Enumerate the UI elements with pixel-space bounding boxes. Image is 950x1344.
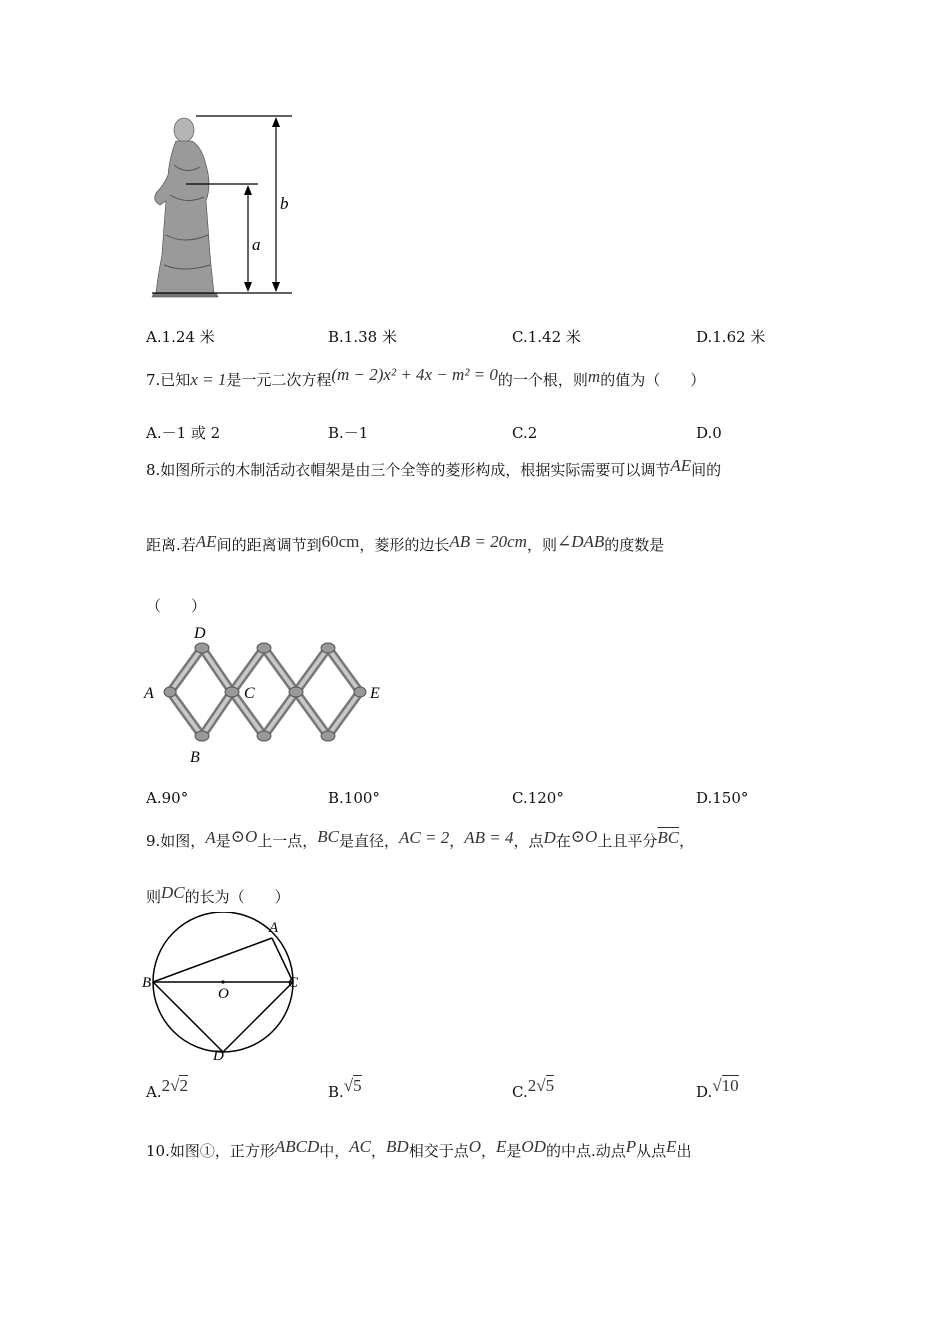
- label-a: a: [252, 235, 261, 254]
- q8-option-b: B.100°: [328, 789, 380, 807]
- q7-option-c: C.2: [512, 424, 538, 442]
- circle-label-c: C: [288, 975, 299, 991]
- rack-label-a: A: [144, 685, 154, 702]
- rack-label-c: C: [244, 685, 255, 702]
- q8-option-a: A.90°: [146, 789, 189, 807]
- q7-option-a: A.－1 或 2: [146, 424, 221, 442]
- arc-bc: $\overline{BC}$: [657, 828, 680, 847]
- q7-option-b: B.－1: [328, 424, 369, 442]
- q8-stem-line2: 距离.若AE间的距离调节到60cm，菱形的边长AB = 20cm，则∠DAB的度数是: [146, 532, 665, 554]
- q8-option-c: C.120°: [512, 789, 564, 807]
- q9-stem-line1: 9.如图，A是⊙O上一点，BC是直径，AC = 2，AB = 4，点D在⊙O上且平分$\overline{BC}$，: [146, 827, 695, 850]
- q6-option-d: D.1.62 米: [696, 328, 766, 346]
- q8-stem-line1: 8.如图所示的木制活动衣帽架是由三个全等的菱形构成，根据实际需要可以调节AE间的: [146, 456, 722, 479]
- statue-image: [152, 118, 218, 297]
- circle-figure: [140, 912, 315, 1062]
- coat-rack-figure: [140, 620, 400, 770]
- q9-option-c: C.2√5: [512, 1076, 555, 1101]
- rack-label-d: D: [194, 625, 206, 642]
- circle-label-b: B: [142, 975, 152, 991]
- q7-stem: 7.已知x = 1是一元二次方程(m − 2)x² + 4x − m² = 0的一个根，则m的值为（ ）: [146, 365, 706, 389]
- q6-option-b: B.1.38 米: [328, 328, 397, 346]
- circle-label-o: O: [218, 986, 229, 1002]
- circle-label-a: A: [269, 920, 279, 936]
- q10-stem-line1: 10.如图①，正方形ABCD中，AC，BD相交于点O，E是OD的中点.动点P从点E出: [146, 1137, 692, 1160]
- rack-label-e: E: [370, 685, 380, 702]
- q9-option-a: A.2√2: [146, 1076, 188, 1101]
- label-b: b: [280, 194, 289, 213]
- circle-label-d: D: [213, 1048, 224, 1062]
- q8-option-d: D.150°: [696, 789, 749, 807]
- q8-answer-blank: （ ）: [146, 597, 207, 615]
- q9-option-d: D.√10: [696, 1076, 739, 1101]
- q9-option-b: B.√5: [328, 1076, 362, 1101]
- q7-option-d: D.0: [696, 424, 722, 442]
- q6-option-c: C.1.42 米: [512, 328, 581, 346]
- rack-label-b: B: [190, 749, 200, 766]
- statue-figure: [140, 105, 310, 305]
- q6-option-a: A.1.24 米: [146, 328, 215, 346]
- q9-stem-line2: 则DC的长为（ ）: [146, 883, 290, 906]
